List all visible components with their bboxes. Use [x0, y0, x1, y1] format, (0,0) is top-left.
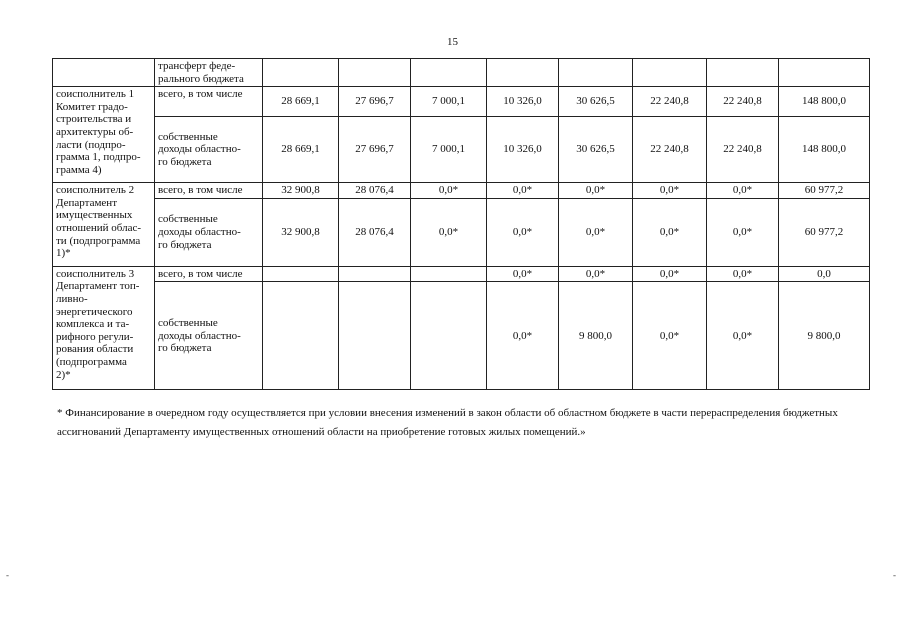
- value-cell: 0,0*: [633, 266, 707, 282]
- value-cell: [263, 59, 339, 87]
- value-cell: 10 326,0: [487, 87, 559, 117]
- value-cell: 7 000,1: [411, 117, 487, 183]
- source-cell: трансферт феде- рального бюджета: [155, 59, 263, 87]
- value-cell: 0,0*: [411, 198, 487, 266]
- value-cell: 9 800,0: [559, 282, 633, 390]
- value-cell: 0,0*: [707, 282, 779, 390]
- value-cell: [411, 59, 487, 87]
- value-cell: 0,0*: [633, 183, 707, 199]
- value-cell: [411, 282, 487, 390]
- source-cell: всего, в том числе: [155, 87, 263, 117]
- value-cell: 27 696,7: [339, 117, 411, 183]
- value-cell: [633, 59, 707, 87]
- table-row: [53, 198, 870, 266]
- table-row: [53, 183, 870, 199]
- value-cell: [339, 282, 411, 390]
- table-row: [53, 282, 870, 390]
- value-cell: 0,0*: [411, 183, 487, 199]
- value-cell: 22 240,8: [633, 117, 707, 183]
- value-cell: 22 240,8: [707, 87, 779, 117]
- value-cell: 0,0*: [559, 183, 633, 199]
- value-cell: [339, 59, 411, 87]
- footnote: * Финансирование в очередном году осуществляется при условии внесения изменений в закон области об областном бюджете в части перераспределения бюджетных ассигнований Департаменту имущественных отношений области на приобретение готовых жилых помещений.»: [57, 407, 838, 438]
- value-cell: 148 800,0: [779, 87, 870, 117]
- value-cell: 32 900,8: [263, 183, 339, 199]
- executor-cell: [53, 59, 155, 87]
- value-cell: [263, 282, 339, 390]
- value-cell: 0,0*: [487, 282, 559, 390]
- value-cell: 0,0*: [633, 198, 707, 266]
- value-cell: 28 669,1: [263, 117, 339, 183]
- right-edge-mark: -: [893, 570, 896, 580]
- value-cell: 148 800,0: [779, 117, 870, 183]
- value-cell: 0,0*: [707, 198, 779, 266]
- table-row: [53, 117, 870, 183]
- value-cell: 60 977,2: [779, 183, 870, 199]
- value-cell: [559, 59, 633, 87]
- value-cell: 0,0*: [559, 198, 633, 266]
- page-number: 15: [447, 36, 458, 48]
- value-cell: 0,0*: [487, 183, 559, 199]
- value-cell: 28 669,1: [263, 87, 339, 117]
- value-cell: 0,0*: [559, 266, 633, 282]
- value-cell: 22 240,8: [707, 117, 779, 183]
- value-cell: 0,0*: [707, 266, 779, 282]
- value-cell: [487, 59, 559, 87]
- value-cell: 0,0: [779, 266, 870, 282]
- left-edge-mark: -: [6, 570, 9, 580]
- value-cell: 30 626,5: [559, 87, 633, 117]
- value-cell: 0,0*: [633, 282, 707, 390]
- value-cell: 60 977,2: [779, 198, 870, 266]
- value-cell: [779, 59, 870, 87]
- value-cell: 22 240,8: [633, 87, 707, 117]
- value-cell: 30 626,5: [559, 117, 633, 183]
- value-cell: 10 326,0: [487, 117, 559, 183]
- value-cell: 0,0*: [487, 266, 559, 282]
- source-cell: всего, в том числе: [155, 266, 263, 282]
- executor-cell: соисполнитель 3 Департамент топ- ливно- энергетического комплекса и та- рифного регули- рования области (подпрограмма 2)*: [53, 266, 155, 390]
- budget-table: [52, 58, 870, 390]
- value-cell: 0,0*: [487, 198, 559, 266]
- table-row: [53, 266, 870, 282]
- table-row: [53, 59, 870, 87]
- source-cell: собственные доходы областно- го бюджета: [155, 282, 263, 390]
- value-cell: [263, 266, 339, 282]
- value-cell: 0,0*: [707, 183, 779, 199]
- value-cell: 9 800,0: [779, 282, 870, 390]
- executor-cell: соисполнитель 1 Комитет градо- строительства и архитектуры об- ласти (подпро- грамма 1, подпро- грамма 4): [53, 87, 155, 183]
- source-cell: собственные доходы областно- го бюджета: [155, 198, 263, 266]
- executor-cell: соисполнитель 2 Департамент имущественных отношений облас- ти (подпрограмма 1)*: [53, 183, 155, 267]
- value-cell: 27 696,7: [339, 87, 411, 117]
- value-cell: 32 900,8: [263, 198, 339, 266]
- table-row: [53, 87, 870, 117]
- source-cell: всего, в том числе: [155, 183, 263, 199]
- source-cell: собственные доходы областно- го бюджета: [155, 117, 263, 183]
- value-cell: 28 076,4: [339, 198, 411, 266]
- value-cell: [707, 59, 779, 87]
- value-cell: [411, 266, 487, 282]
- value-cell: [339, 266, 411, 282]
- value-cell: 28 076,4: [339, 183, 411, 199]
- value-cell: 7 000,1: [411, 87, 487, 117]
